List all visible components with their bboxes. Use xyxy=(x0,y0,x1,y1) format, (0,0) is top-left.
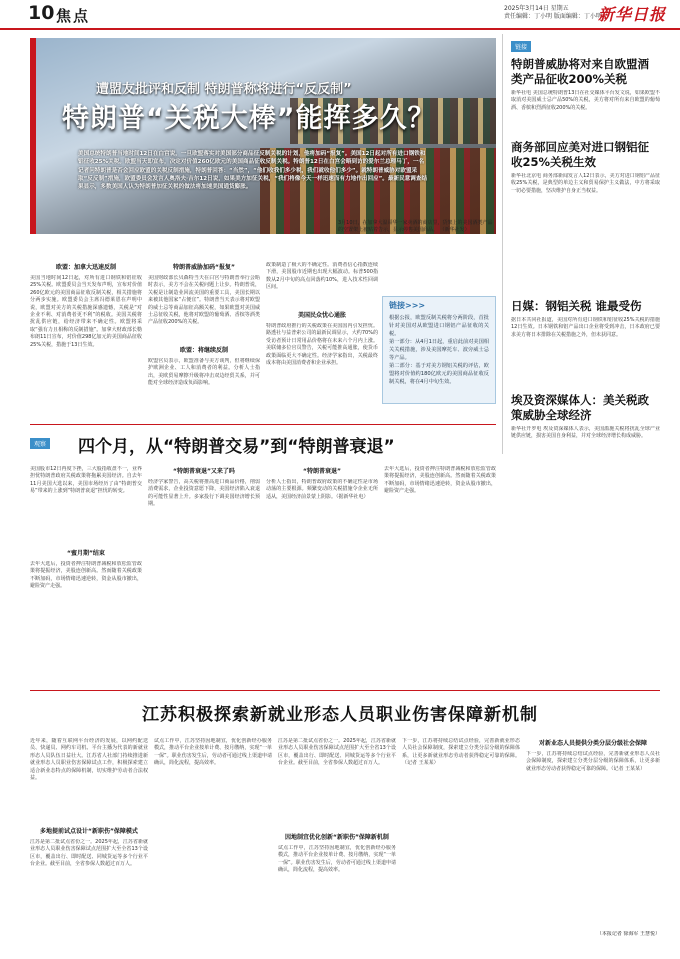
subheading: 美国民众忧心通胀 xyxy=(297,312,346,319)
subheading: 特朗普威胁加码“报复” xyxy=(173,264,235,271)
sidebar-title: 特朗普威胁将对来自欧盟酒类产品征收200%关税 xyxy=(511,57,649,86)
column-4 xyxy=(384,466,496,676)
column-2 xyxy=(154,738,272,942)
byline: （本报记者 徐海军 王慧悦） xyxy=(596,931,660,937)
sidebar-title: 日媒：钢铝关税 谁最受伤 xyxy=(511,299,642,313)
link-item: 第二部分：基于对美方钢铝关税的评估，欧盟将对价值约180亿欧元的美国商品征收反制关税，将在4月中旬生效。 xyxy=(389,363,489,385)
lead-summary: 美国总统特朗普当地时间12日在白宫说，一旦欧盟落实对美国部分商品征反制关税的计划，他将加码“报复”。美国12日起对所有进口钢铁和铝征收25%关税。欧盟当天即宣布，决定对价值260亿欧元的美国商品征收反制关税。特朗普12日在白宫会晤到访的爱尔兰总理马丁，一名记者问特朗普是否会回应欧盟的关税反制措施，特朗普回答：“当然”，“他们收我们多少税，我们就收他们多少”。就特朗普威胁对欧盟采取“反反制”措施，欧盟委员会发言人奥洛夫·吉尔12日说，如果美方加征关税，“我们将像今天一样迅速而有力地作出回应”。最新民意调查结果显示，多数美国人认为特朗普加征关税的做法将加速美国通货膨胀。 xyxy=(78,151,428,191)
link-item: 第一部分：从4月1日起，重启此前对美国相关关税措施，涉及美国摩托车、波旁威士忌等产品。 xyxy=(389,339,489,361)
column-1 xyxy=(30,262,142,435)
sidebar-title: 埃及资深媒体人：美关税政策威胁全球经济 xyxy=(511,393,649,422)
subheading: “特朗普衰退”又来了吗 xyxy=(173,468,235,475)
sidebar-title: 商务部回应美对进口钢铝征收25%关税生效 xyxy=(511,140,649,169)
body-text: 特朗普政府推行的关税政策在美国国内引发担忧。路透社与益普索公司的最新民调显示，大约70%的受访者预计日常用品价格将在未来六个月内上涨。美联储多位官员警告，关税可能推高通胀，使货币政策面临更大不确定性。经济学家指出，关税最终成本将由美国消费者和企业承担。 xyxy=(266,323,378,367)
body-text: 美国当地时间12日起，对所有进口钢铁和铝征收25%关税。欧盟委员会当天发布声明，宣布对价值260亿欧元的美国商品征收反制关税，相关措施将分两步实施。欧盟委员会主席冯德莱恩在声明中说，欧盟对美方的关税措施深感遗憾，关税是“对企业不利、对消费者更不利”的税收。美国关税将扰乱供应链，给经济带来不确定性。欧盟将采取“强有力且相称的反制措施”。加拿大财政部长勒布朗11日宣布，对价值298亿加元的美国商品征收25%关税，措施于13日生效。 xyxy=(30,275,142,348)
section-divider xyxy=(30,424,496,425)
date-line: 2025年3月14日 星期五 xyxy=(504,5,569,12)
column-2 xyxy=(148,262,260,428)
body-text: 去年大选后，投资者押注特朗普减税和放松监管政策将提振经济，美股连创新高。然而随着关税政策不断加码，市场情绪迅速逆转，资金从股市撤出，避险资产走强。 xyxy=(30,561,142,590)
story-tag: 观察 xyxy=(30,438,50,449)
subheading: 欧盟：将继续反制 xyxy=(179,347,228,354)
column-5 xyxy=(526,738,660,938)
sidebar-text: 新华社北京电 商务部新闻发言人12日表示，美方对进口钢铝产品征收25%关税，是典型的单边主义和贸易保护主义做法，中方将采取一切必要措施，坚决维护自身正当权益。 xyxy=(511,173,660,194)
subheading: 多地提前试点设计“新职伤”保障模式 xyxy=(40,828,138,835)
subheading: “特朗普衰退” xyxy=(303,468,341,475)
body-text: 欧盟官员表示，欧盟准备与美方谈判，但将继续保护欧洲企业、工人和消费者的利益。分析人士指出，美欧贸易摩擦升级将冲击双边经贸关系，并可能对全球经济造成负面影响。 xyxy=(148,358,260,387)
body-text: 试点工作中，江苏坚持因地制宜，优化创新经办服务模式，推动平台企业按单计费、按月缴纳，实现“一单一保”。职业伤害发生后，劳动者可通过线上渠道申请确认，简化流程，提高效率。 xyxy=(278,845,396,874)
subheading: “蜜月期”结束 xyxy=(67,550,105,557)
header-date xyxy=(504,5,602,21)
sidebar-text: 新华社电 美国总统特朗普13日在社交媒体平台发文说，如果欧盟不取消对美国威士忌产品50%的关税，美方将对所有来自欧盟的葡萄酒、香槟和烈酒征收200%的关税。 xyxy=(511,90,660,111)
column-2 xyxy=(148,466,260,679)
column-3 xyxy=(266,262,378,423)
column-3 xyxy=(266,466,378,679)
body-text: 美国财政部长贝森特当天在白宫与特朗普举行会晤时表示，美方不会在关税问题上让步。特朗普说，关税是让制造业回流美国的重要工具，美国长期以来被其他国家“占便宜”。特朗普当天表示将对欧盟的威士忌等商品加征高额关税，如果欧盟对美国威士忌征收关税，他将对欧盟的葡萄酒、香槟等酒类产品征收200%的关税。 xyxy=(148,275,260,326)
link-box-body xyxy=(383,314,495,404)
editor-line: 责任编辑：丁小明 版面编辑：丁小明 xyxy=(504,13,602,20)
sidebar-text: 据日本共同社报道，美国对所有进口钢铁和铝征收25%关税的措施12日生效。日本钢铁和铝产品出口企业将受到冲击，日本政府已要求美方将日本排除在关税措施之外，但未获同意。 xyxy=(511,317,660,338)
link-box xyxy=(382,296,496,404)
body-text: 下一步，江苏将持续总结试点经验，完善新就业形态人员社会保障制度，探索建立分类分层分级的保障体系，让更多新就业形态劳动者获得稳定可靠的保障。（记者 王某某） xyxy=(526,751,660,772)
sidebar-tag: 链接 xyxy=(511,41,531,52)
link-item: 根据公报，欧盟反制关税将分两阶段，首批针对美国对从欧盟进口钢铝产品征收的关税。 xyxy=(389,315,489,337)
link-box-title: 链接>>> xyxy=(389,301,426,310)
subheading: 因地制宜优化创新“新职伤”保障新机制 xyxy=(285,834,389,841)
column-1 xyxy=(30,738,148,949)
body-text: 政策制造了极大的不确定性。消费者信心指数连续下滑，美国股市近期也出现大幅波动。标普500指数从2月中旬的高点回落约10%，进入技术性回调区间。 xyxy=(266,262,378,291)
page-number: 10 xyxy=(28,2,55,24)
body-text: 去年大选后，投资者押注特朗普减税和放松监管政策将提振经济，美股连创新高。然而随着关税政策不断加码，市场情绪迅速逆转，资金从股市撤出，避险资产走强。 xyxy=(384,466,496,495)
column-3 xyxy=(278,738,396,949)
photo-caption: 3月10日，在加拿大温哥华一家卖酒的商店里，货架上的美国酒类产品的空置架上被贴着告示，显示停售美国商品。 （新华社发） xyxy=(338,220,493,233)
section-divider xyxy=(30,690,660,691)
subheading: 欧盟：加拿大迅速反制 xyxy=(55,264,116,271)
column-1 xyxy=(30,466,142,681)
column-4 xyxy=(402,738,520,942)
lead-headline: 特朗普“关税大棒”能挥多久？ xyxy=(62,103,436,134)
lead-kicker: 遭盟友批评和反制 特朗普称将进行“反反制” xyxy=(96,82,352,97)
body-text: 美国股市12日再度下挫，三大股指收盘不一，业界担忧特朗普政府关税政策将拖累美国经济。自去年11月美国大选以来，美国市场经历了由“特朗普交易”带来的上涨到“特朗普衰退”担忧的转变。 xyxy=(30,466,142,495)
section-name: 焦点 xyxy=(56,7,91,25)
newspaper-logo: 新华日报 xyxy=(598,5,667,24)
body-text: 下一步，江苏将持续总结试点经验，完善新就业形态人员社会保障制度，探索建立分类分层分级的保障体系，让更多新就业形态劳动者获得稳定可靠的保障。（记者 王某某） xyxy=(402,738,520,767)
body-text: 江苏是第二批试点省份之一。2025年起，江苏省新就业形态人员职业伤害保障试点范围扩大至全省13个设区市，覆盖出行、即时配送、同城货运等多个行业平台企业。截至目前，全省参保人数超过百万人。 xyxy=(30,839,148,868)
body-text: 近年来，随着互联网平台经济的发展，以网约配送员、快递员、网约车司机、平台主播为代表的新就业形态人员队伍日益壮大。江苏省人社部门持续推进新就业形态人员职业伤害保障试点工作，积极探索建立适合新业态特点的保障机制，切实维护劳动者合法权益。 xyxy=(30,738,148,782)
second-headline: 四个月，从“特朗普交易”到“特朗普衰退” xyxy=(78,437,395,457)
lead-photo xyxy=(30,38,496,234)
third-headline: 江苏积极探索新就业形态人员职业伤害保障新机制 xyxy=(142,705,538,725)
body-text: 试点工作中，江苏坚持因地制宜，优化创新经办服务模式，推动平台企业按单计费、按月缴纳，实现“一单一保”。职业伤害发生后，劳动者可通过线上渠道申请确认，简化流程，提高效率。 xyxy=(154,738,272,767)
subheading: 对新业态人员提供分类分层分级社会保障 xyxy=(538,740,647,747)
body-text: 经济学家警告，高关税将推高进口商品价格，削弱消费需求，企业投资意愿下降，美国经济陷入衰退的可能性显著上升。多家投行下调美国经济增长预期。 xyxy=(148,479,260,508)
body-text: 分析人士指出，特朗普政府政策的不确定性是市场动荡的主要根源。频繁变动的关税措施令企业无所适从，美国经济前景蒙上阴影。（据新华社电） xyxy=(266,479,378,500)
body-text: 江苏是第二批试点省份之一。2025年起，江苏省新就业形态人员职业伤害保障试点范围扩大至全省13个设区市，覆盖出行、即时配送、同城货运等多个行业平台企业。截至目前，全省参保人数超过百万人。 xyxy=(278,738,396,767)
sidebar-text: 新华社开罗电 埃及资深媒体人表示，美国滥施关税将扰乱全球产业链供应链，损害美国自身利益，并对全球经济增长构成威胁。 xyxy=(511,426,660,440)
sidebar xyxy=(502,34,660,454)
